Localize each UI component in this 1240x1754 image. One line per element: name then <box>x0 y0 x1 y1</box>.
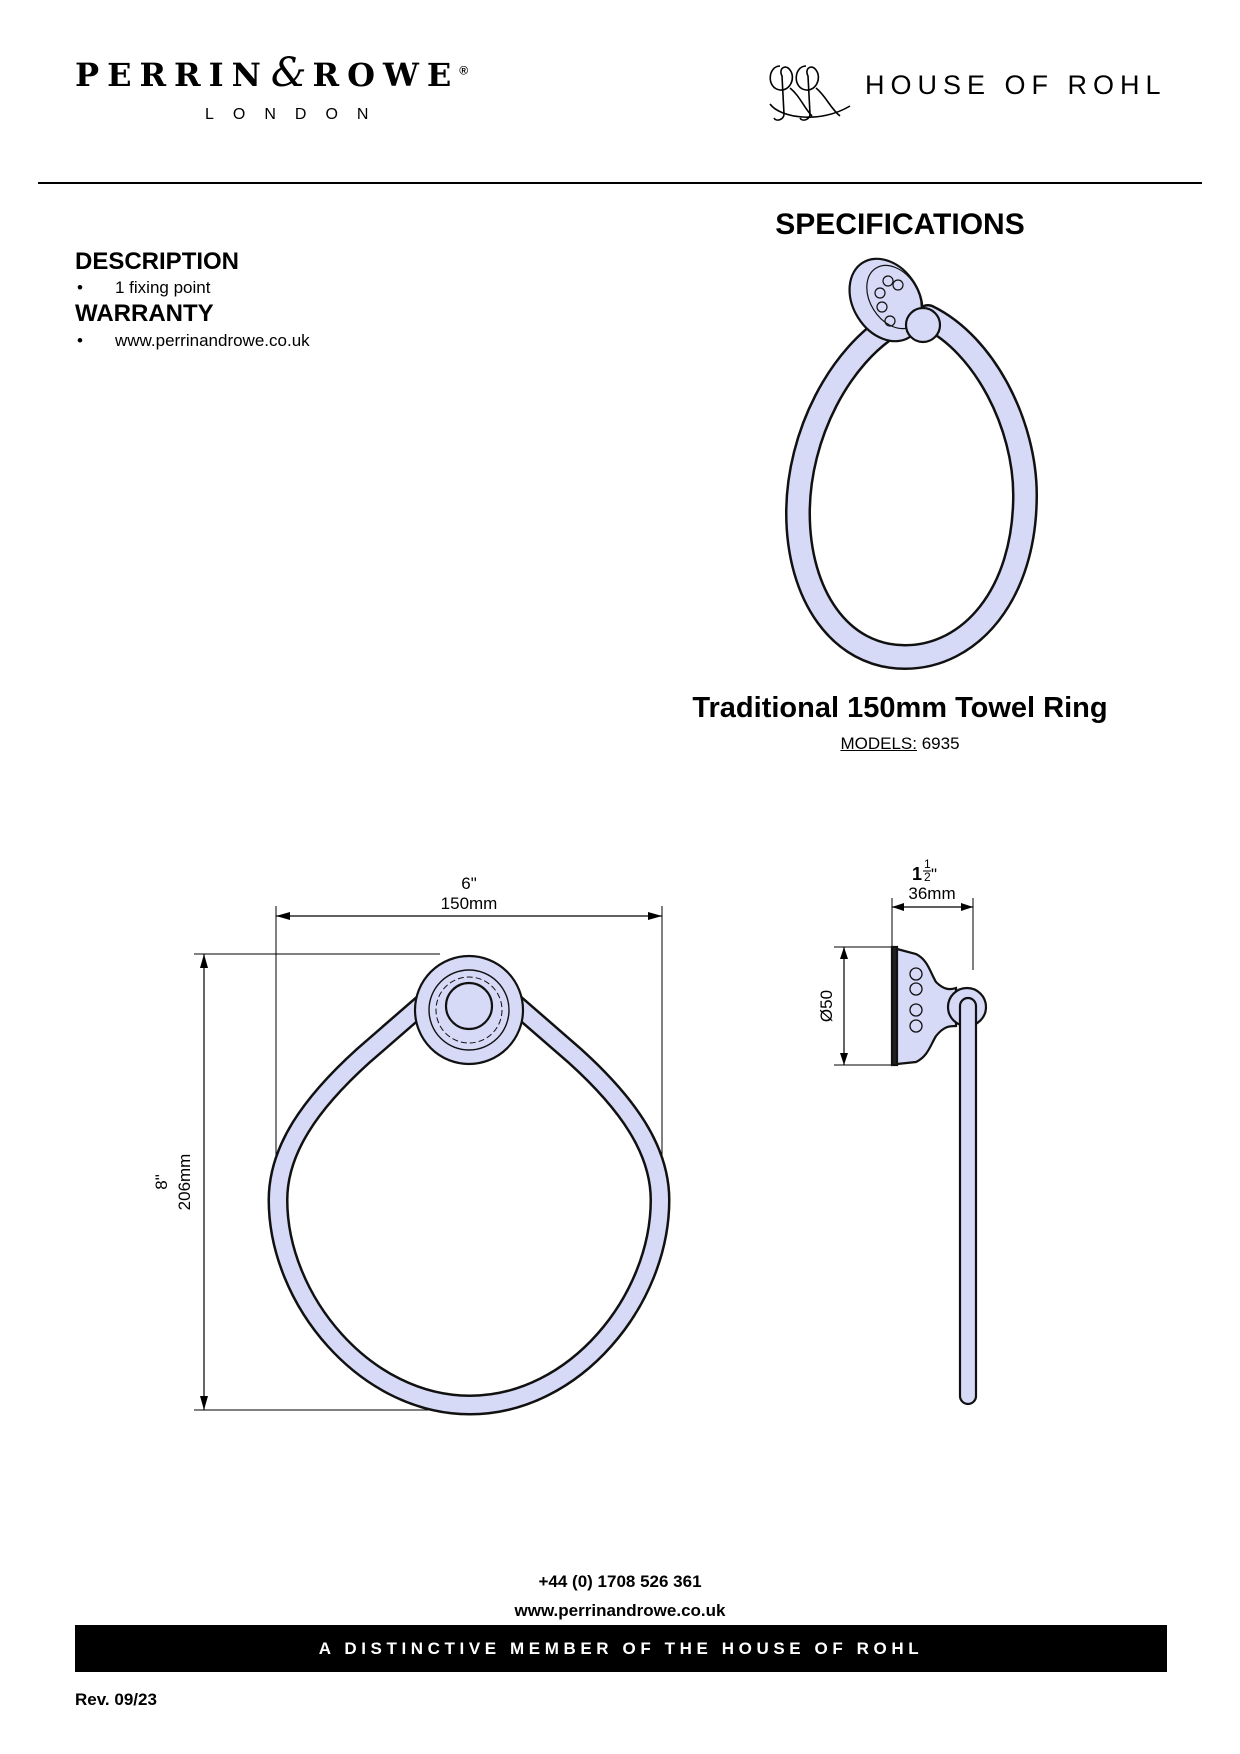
height-mm-label: 206mm <box>175 1153 194 1211</box>
logo-subtitle-london: LONDON <box>205 106 388 123</box>
revision-label: Rev. 09/23 <box>75 1690 157 1709</box>
logo-word-rowe: ROWE <box>312 56 460 94</box>
product-title: Traditional 150mm Towel Ring <box>692 692 1108 724</box>
front-elevation-drawing <box>150 860 690 1420</box>
description-item <box>75 278 210 298</box>
header-divider <box>38 182 1202 184</box>
depth-whole-label: 1 <box>911 864 922 884</box>
rohl-logo-text: HOUSE OF ROHL <box>865 70 1167 100</box>
description-heading: DESCRIPTION <box>75 248 240 275</box>
side-elevation-drawing <box>780 850 1040 1420</box>
warranty-item-text: www.perrinandrowe.co.uk <box>115 331 310 350</box>
models-value: 6935 <box>921 734 960 753</box>
description-item-text: 1 fixing point <box>115 278 211 297</box>
height-inches-label: 8" <box>152 1174 171 1190</box>
footer-banner <box>75 1625 1167 1672</box>
logo-word-perrin: PERRIN <box>75 56 269 94</box>
bullet-glyph: • <box>77 331 83 350</box>
depth-inch-mark: " <box>931 865 938 884</box>
logo-ampersand: & <box>270 50 307 96</box>
width-mm-label: 150mm <box>440 894 498 913</box>
product-perspective-drawing <box>780 255 1060 675</box>
warranty-heading: WARRANTY <box>75 300 214 327</box>
warranty-item <box>75 331 310 351</box>
footer-website-link[interactable]: www.perrinandrowe.co.uk <box>514 1601 726 1620</box>
specifications-heading: SPECIFICATIONS <box>775 208 1025 241</box>
models-line <box>640 734 1160 754</box>
logo-registered-mark: ® <box>459 63 469 78</box>
rohl-monogram-icon <box>760 48 860 128</box>
depth-mm-label: 36mm <box>908 884 956 903</box>
footer-banner-text: A DISTINCTIVE MEMBER OF THE HOUSE OF ROHL <box>318 1638 924 1658</box>
depth-fraction-numerator: 1 <box>924 857 931 871</box>
backplate-diameter-label: Ø50 <box>817 989 836 1023</box>
house-of-rohl-logo <box>760 48 1180 128</box>
width-inches-label: 6" <box>461 874 477 893</box>
depth-fraction-denominator: 2 <box>924 870 931 884</box>
perrin-rowe-logo <box>75 50 525 124</box>
bullet-glyph: • <box>77 278 83 297</box>
footer-phone: +44 (0) 1708 526 361 <box>538 1572 702 1591</box>
models-label: MODELS: <box>840 734 917 753</box>
